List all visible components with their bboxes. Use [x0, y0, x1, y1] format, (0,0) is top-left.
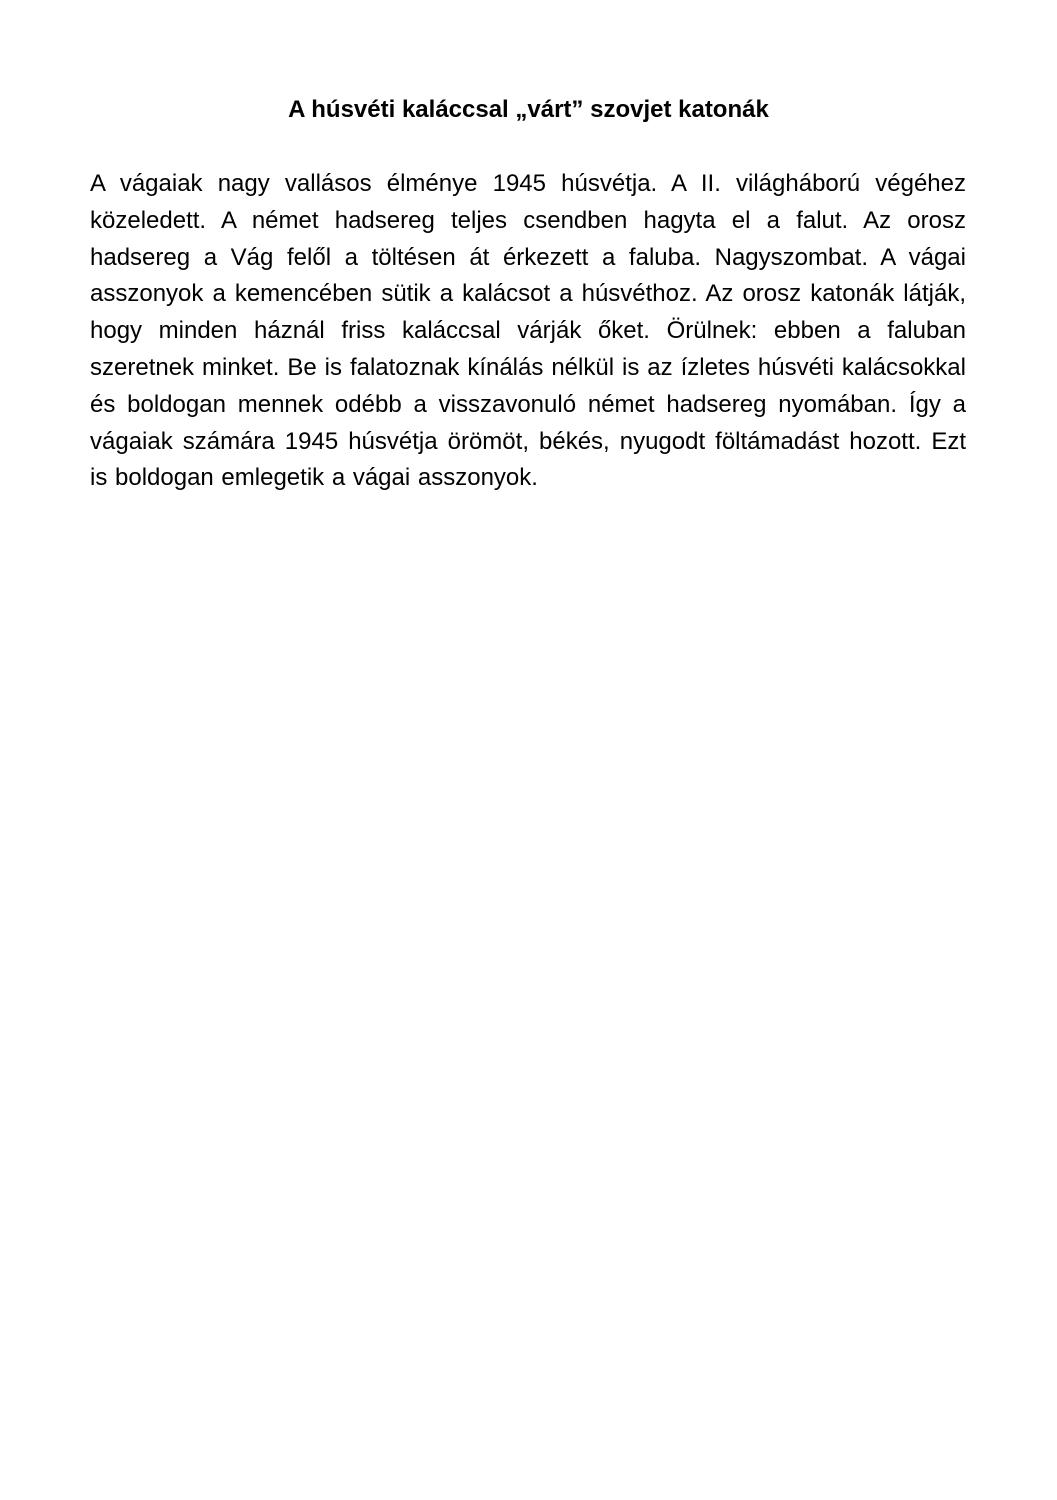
body-paragraph: A vágaiak nagy vallásos élménye 1945 húsvétja. A II. világháború végéhez közeledett. A német hadsereg teljes csendben hagyta el a falut. Az orosz hadsereg a Vág felől a töltésen át érkezett a faluba. Nagyszombat. A vágai asszonyok a kemencében sütik a kalácsot a húsvéthoz. Az orosz katonák látják, hogy minden háznál friss kaláccsal várják őket. Örülnek: ebben a faluban szeretnek minket. Be is falatoznak kínálás nélkül is az ízletes húsvéti kalácsokkal és boldogan mennek odébb a visszavonuló német hadsereg nyomában. Így a vágaiak számára 1945 húsvétja örömöt, békés, nyugodt föltámadást hozott. Ezt is boldogan emlegetik a vágai asszonyok. — [90, 170, 966, 492]
document-title: A húsvéti kaláccsal „várt” szovjet katonák — [288, 96, 769, 123]
